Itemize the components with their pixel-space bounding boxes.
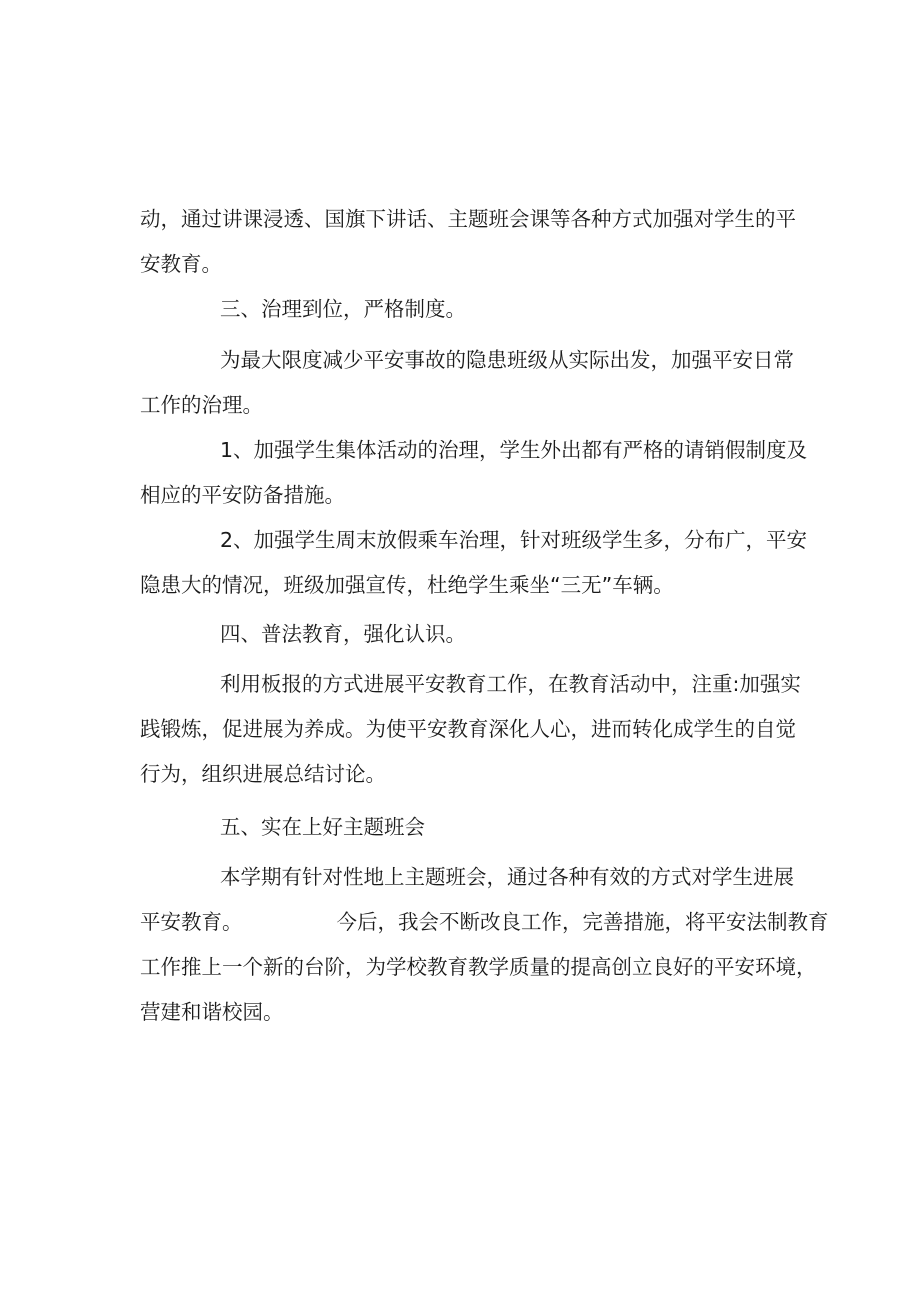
text-line: 践锻炼，促进展为养成。为使平安教育深化人心，进而转化成学生的自觉 <box>140 717 796 741</box>
text-line: 为最大限度减少平安事故的隐患班级从实际出发，加强平安日常 <box>220 348 794 372</box>
text-line: 本学期有针对性地上主题班会，通过各种有效的方式对学生进展 <box>220 865 794 889</box>
text-line: 工作推上一个新的台阶，为学校教育教学质量的提高创立良好的平安环境， <box>140 955 817 979</box>
text-line: 隐患大的情况，班级加强宣传，杜绝学生乘坐“三无”车辆。 <box>140 573 674 597</box>
section-heading-4 <box>140 612 800 657</box>
section-heading-3 <box>140 287 800 332</box>
text-line: 安教育。 <box>140 252 222 276</box>
paragraph-continuation <box>140 197 800 287</box>
text-line: 动，通过讲课浸透、国旗下讲话、主题班会课等各种方式加强对学生的平 <box>140 207 796 231</box>
paragraph-management <box>140 338 800 428</box>
heading-text: 四、普法教育，强化认识。 <box>220 622 466 646</box>
text-line: 营建和谐校园。 <box>140 1000 284 1024</box>
paragraph-item-1 <box>140 428 808 518</box>
text-line: 利用板报的方式进展平安教育工作，在教育活动中，注重:加强实 <box>220 672 801 696</box>
paragraph-legal-education <box>140 662 800 797</box>
text-fragment: 今后，我会不断改良工作，完善措施，将平安法制教育 <box>336 910 829 934</box>
text-line: 相应的平安防备措施。 <box>140 483 345 507</box>
text-fragment: 平安教育。 <box>140 910 243 934</box>
text-line: 工作的治理。 <box>140 393 263 417</box>
text-line: 1、加强学生集体活动的治理，学生外出都有严格的请销假制度及 <box>220 438 808 462</box>
text-line: 2、加强学生周末放假乘车治理，针对班级学生多，分布广，平安 <box>220 528 808 552</box>
text-line: 行为，组织进展总结讨论。 <box>140 762 386 786</box>
paragraph-item-2 <box>140 518 808 608</box>
paragraph-class-meeting <box>140 855 829 1035</box>
heading-text: 五、实在上好主题班会 <box>220 815 425 839</box>
section-heading-5 <box>140 805 800 850</box>
text-line-with-gap <box>140 900 829 945</box>
heading-text: 三、治理到位，严格制度。 <box>220 297 466 321</box>
